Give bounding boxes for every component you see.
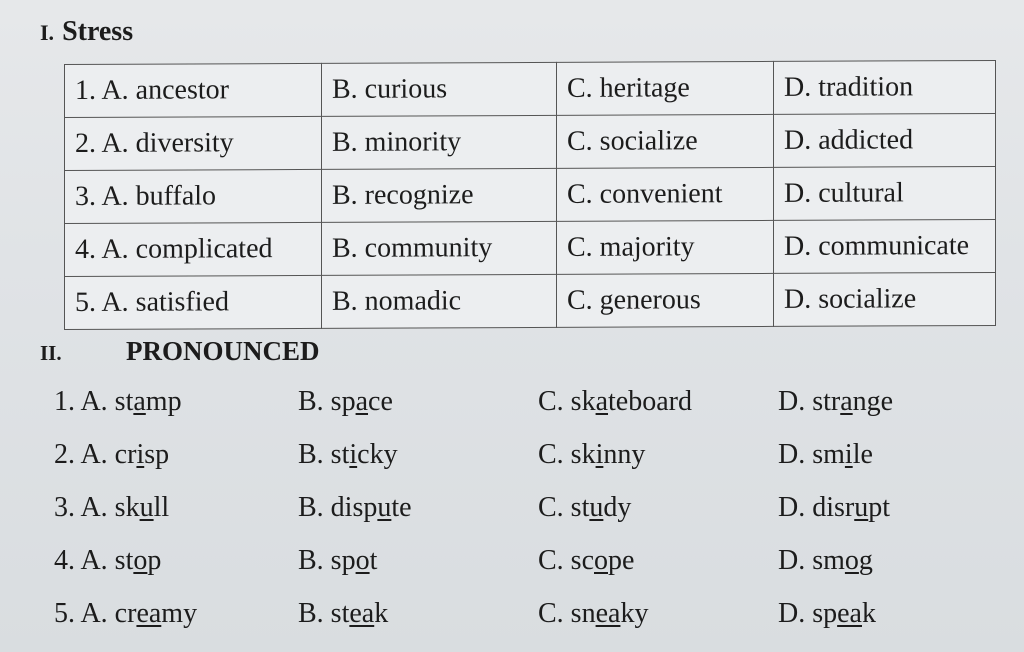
pronounce-option xyxy=(778,598,876,630)
word-part: 4. A. st xyxy=(54,545,134,576)
pronounce-row xyxy=(52,598,992,651)
stress-option: B. community xyxy=(322,221,557,275)
pronounce-option xyxy=(298,545,377,577)
underlined-letters: i xyxy=(595,439,604,470)
word-part: dy xyxy=(603,492,632,523)
word-part: ky xyxy=(620,598,649,629)
word-part: nny xyxy=(603,439,646,470)
section-number: I. xyxy=(40,20,55,45)
word-part: D. sp xyxy=(778,598,838,629)
section-title: Stress xyxy=(62,16,134,47)
underlined-letters: o xyxy=(133,545,148,576)
word-part: B. st xyxy=(298,439,350,470)
underlined-letters: ea xyxy=(837,598,862,629)
underlined-letters: u xyxy=(589,492,604,523)
word-part: sp xyxy=(144,439,170,470)
pronounce-option xyxy=(298,492,412,524)
pronounce-row xyxy=(52,545,992,598)
section-pronounced-heading xyxy=(40,336,320,367)
underlined-letters: o xyxy=(355,545,370,576)
pronounce-option xyxy=(538,386,692,418)
stress-option: D. communicate xyxy=(774,219,996,273)
pronounce-option xyxy=(54,598,197,630)
word-part: D. disr xyxy=(778,492,855,523)
word-part: 1. A. st xyxy=(54,386,134,417)
pronounce-option xyxy=(298,386,393,418)
word-part: C. sk xyxy=(538,386,596,417)
word-part: D. sm xyxy=(778,439,845,470)
word-part: te xyxy=(391,492,412,523)
pronounce-option xyxy=(54,545,161,577)
section-title: PRONOUNCED xyxy=(126,336,320,366)
word-part: B. disp xyxy=(298,492,378,523)
word-part: 2. A. cr xyxy=(54,439,137,470)
stress-option: C. generous xyxy=(557,273,774,327)
word-part: pe xyxy=(608,545,635,576)
stress-row xyxy=(65,60,996,117)
underlined-letters: ea xyxy=(595,598,621,629)
stress-option: 4. A. complicated xyxy=(65,222,322,276)
underlined-letters: o xyxy=(594,545,608,576)
word-part: ce xyxy=(368,386,393,417)
underlined-letters: u xyxy=(854,492,869,523)
word-part: 5. A. cr xyxy=(54,598,137,629)
word-part: k xyxy=(374,598,389,629)
underlined-letters: a xyxy=(133,386,146,417)
word-part: my xyxy=(161,598,198,629)
pronounce-option xyxy=(778,439,873,471)
stress-row xyxy=(65,113,996,170)
stress-option: 1. A. ancestor xyxy=(65,63,322,117)
word-part: C. st xyxy=(538,492,590,523)
pronounce-option xyxy=(778,386,893,418)
word-part: D. str xyxy=(778,386,841,417)
word-part: B. sp xyxy=(298,545,356,576)
pronounce-option xyxy=(538,598,648,630)
pronounce-option xyxy=(298,439,398,471)
pronounce-row xyxy=(52,439,992,492)
stress-option: C. convenient xyxy=(557,167,774,221)
word-part: C. sk xyxy=(538,439,596,470)
word-part: le xyxy=(852,439,873,470)
word-part: teboard xyxy=(608,386,692,417)
word-part: pt xyxy=(868,492,891,523)
stress-row xyxy=(65,272,996,329)
stress-option: B. nomadic xyxy=(322,274,557,328)
underlined-letters: u xyxy=(139,492,154,523)
word-part: g xyxy=(858,545,873,576)
word-part: p xyxy=(147,545,162,576)
underlined-letters: a xyxy=(595,386,609,417)
pronounce-option xyxy=(298,598,388,630)
stress-option: B. minority xyxy=(322,115,557,169)
stress-table xyxy=(64,60,996,330)
section-stress-heading xyxy=(40,16,133,48)
stress-option: B. recognize xyxy=(322,168,557,222)
pronounce-row xyxy=(52,492,992,545)
underlined-letters: a xyxy=(355,386,369,417)
stress-option: 2. A. diversity xyxy=(65,116,322,170)
word-part: C. sn xyxy=(538,598,596,629)
pronounce-option xyxy=(54,492,169,524)
word-part: mp xyxy=(145,386,182,417)
word-part: C. sc xyxy=(538,545,594,576)
underlined-letters: i xyxy=(136,439,145,470)
pronounce-option xyxy=(538,439,645,471)
pronounce-list xyxy=(52,386,992,651)
pronounce-option xyxy=(538,545,634,577)
underlined-letters: ea xyxy=(136,598,162,629)
pronounce-option xyxy=(778,545,873,577)
underlined-letters: i xyxy=(844,439,853,470)
word-part: cky xyxy=(357,439,398,470)
pronounce-option xyxy=(54,386,182,418)
stress-option: B. curious xyxy=(322,62,557,116)
word-part: B. sp xyxy=(298,386,356,417)
stress-option: D. socialize xyxy=(774,272,996,326)
stress-row xyxy=(65,166,996,223)
stress-option: D. cultural xyxy=(774,166,996,220)
underlined-letters: o xyxy=(844,545,859,576)
underlined-letters: i xyxy=(349,439,358,470)
stress-option: 5. A. satisfied xyxy=(65,275,322,329)
stress-option: C. majority xyxy=(557,220,774,274)
underlined-letters: ea xyxy=(349,598,375,629)
word-part: B. st xyxy=(298,598,350,629)
word-part: ll xyxy=(153,492,170,523)
pronounce-option xyxy=(54,439,169,471)
pronounce-row xyxy=(52,386,992,439)
stress-option: C. socialize xyxy=(557,114,774,168)
underlined-letters: a xyxy=(840,386,853,417)
stress-option: 3. A. buffalo xyxy=(65,169,322,223)
pronounce-option xyxy=(778,492,890,524)
word-part: k xyxy=(861,598,876,629)
stress-option: D. addicted xyxy=(774,113,996,167)
word-part: 3. A. sk xyxy=(54,492,140,523)
word-part: nge xyxy=(852,386,894,417)
stress-option: C. heritage xyxy=(557,61,774,115)
stress-option: D. tradition xyxy=(774,60,996,114)
word-part: D. sm xyxy=(778,545,845,576)
underlined-letters: u xyxy=(377,492,392,523)
stress-row xyxy=(65,219,996,276)
word-part: t xyxy=(369,545,378,576)
pronounce-option xyxy=(538,492,631,524)
section-number: II. xyxy=(40,341,62,365)
